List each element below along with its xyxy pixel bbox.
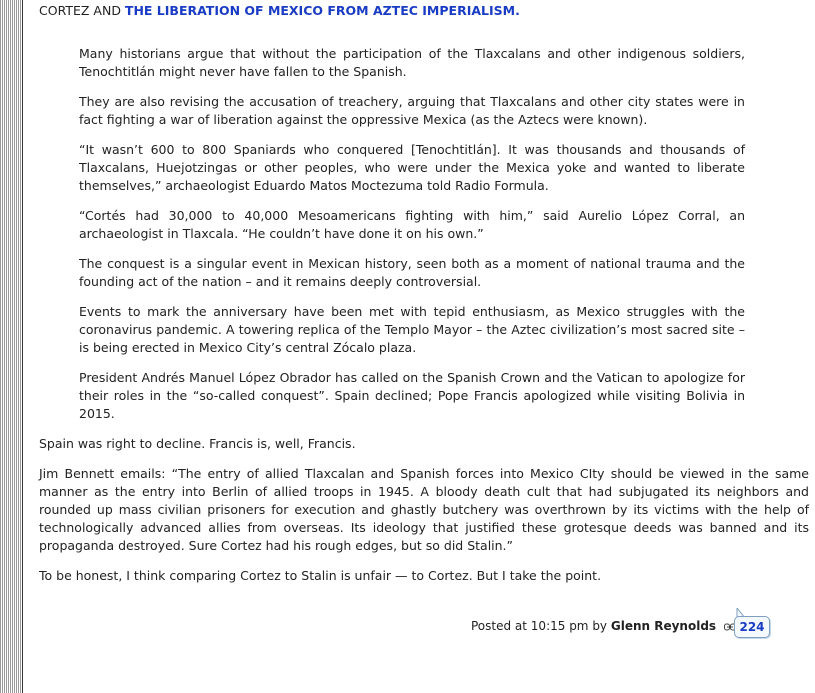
decorative-left-border xyxy=(0,0,23,693)
headline-prefix: CORTEZ AND xyxy=(39,3,125,18)
quote-paragraph: Events to mark the anniversary have been met with tepid enthusiasm, as Mexico struggles with the coronavirus pandemic. A towering replica of the Templo Mayor – the Aztec civilization’s most sacred site – is being erected in Mexico City’s central Zócalo plaza. xyxy=(79,304,745,355)
author-link[interactable]: Glenn Reynolds xyxy=(610,619,717,633)
comment-count-button[interactable] xyxy=(734,616,770,638)
posted-at-text: Posted at 10:15 pm by xyxy=(471,619,611,633)
quote-paragraph: The conquest is a singular event in Mexican history, seen both as a moment of national trauma and the founding act of the nation – and it remains deeply controversial. xyxy=(79,256,745,289)
body-paragraph: Spain was right to decline. Francis is, well, Francis. xyxy=(39,436,356,451)
quote-paragraph: “Cortés had 30,000 to 40,000 Mesoamericans fighting with him,” said Aurelio López Corral, an archaeologist in Tlaxcala. “He couldn’t have done it on his own.” xyxy=(79,208,745,241)
quote-paragraph: They are also revising the accusation of treachery, arguing that Tlaxcalans and other city states were in fact fighting a war of liberation against the oppressive Mexica (as the Aztecs were known). xyxy=(79,94,745,127)
post-meta xyxy=(471,619,736,633)
quote-paragraph: President Andrés Manuel López Obrador has called on the Spanish Crown and the Vatican to apologize for their roles in the “so-called conquest”. Spain declined; Pope Francis apologized while visiting Bolivia in 2015. xyxy=(79,370,745,421)
comment-count: 224 xyxy=(739,620,765,634)
quote-paragraph: “It wasn’t 600 to 800 Spaniards who conquered [Tenochtitlán]. It was thousands and thousands of Tlaxcalans, Huejotzingas or other peoples, who were under the Mexica yoke and wanted to liberate themselves,” archaeologist Eduardo Matos Moctezuma told Radio Formula. xyxy=(79,142,745,193)
post-headline xyxy=(39,3,809,19)
post-content xyxy=(39,0,809,597)
headline-link[interactable]: THE LIBERATION OF MEXICO FROM AZTEC IMPERIALISM. xyxy=(124,3,520,18)
quoted-article xyxy=(79,45,745,423)
quote-paragraph: Many historians argue that without the participation of the Tlaxcalans and other indigenous soldiers, Tenochtitlán might never have fallen to the Spanish. xyxy=(79,46,745,79)
body-paragraph: To be honest, I think comparing Cortez to Stalin is unfair — to Cortez. But I take the point. xyxy=(39,568,602,583)
body-paragraph: Jim Bennett emails: “The entry of allied Tlaxcalan and Spanish forces into Mexico CIty should be viewed in the same manner as the entry into Berlin of allied troops in 1945. A bloody death cult that had subjugated its neighbors and rounded up mass civilian prisoners for execution and ghastly butchery was overthrown by its victims with the help of technologically advanced allies from overseas. Its ideology that justified these grotesque deeds was banned and its propaganda destroyed. Sure Cortez had his rough edges, but so did Stalin.” xyxy=(39,466,809,553)
